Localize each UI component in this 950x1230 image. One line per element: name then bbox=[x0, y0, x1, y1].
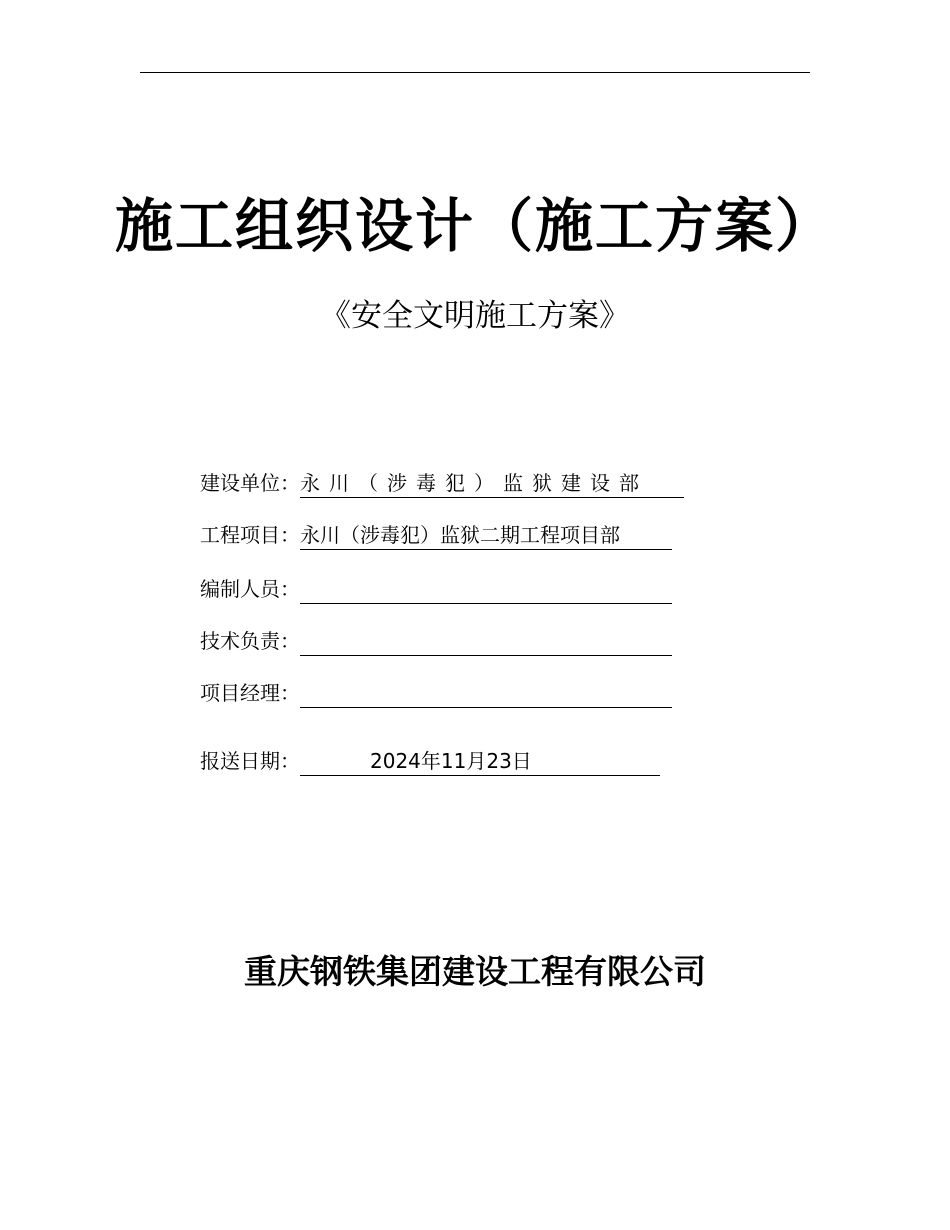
field-construction-unit bbox=[200, 464, 684, 498]
field-label-technical-lead: 技术负责： bbox=[200, 629, 300, 653]
header-rule bbox=[140, 72, 810, 73]
field-technical-lead bbox=[200, 622, 672, 656]
field-label-project-manager: 项目经理： bbox=[200, 681, 300, 705]
document-title: 施工组织设计（施工方案） bbox=[114, 192, 835, 260]
field-project bbox=[200, 516, 672, 550]
field-value-project-manager-blank bbox=[300, 678, 672, 708]
field-label-submission-date: 报送日期： bbox=[200, 749, 300, 773]
field-project-manager bbox=[200, 674, 672, 708]
document-subtitle: 《安全文明施工方案》 bbox=[320, 298, 630, 334]
field-value-project: 永川（涉毒犯）监狱二期工程项目部 bbox=[300, 520, 672, 550]
field-label-editor: 编制人员： bbox=[200, 577, 300, 601]
field-value-construction-unit: 永川（涉毒犯）监狱建设部 bbox=[300, 468, 684, 498]
field-submission-date bbox=[200, 742, 660, 776]
field-value-editor-blank bbox=[300, 574, 672, 604]
field-label-construction-unit: 建设单位： bbox=[200, 471, 300, 495]
field-value-technical-lead-blank bbox=[300, 626, 672, 656]
company-name: 重庆钢铁集团建设工程有限公司 bbox=[244, 952, 706, 991]
field-label-project: 工程项目： bbox=[200, 523, 300, 547]
field-value-submission-date: 2024年11月23日 bbox=[300, 746, 660, 776]
field-editor bbox=[200, 570, 672, 604]
